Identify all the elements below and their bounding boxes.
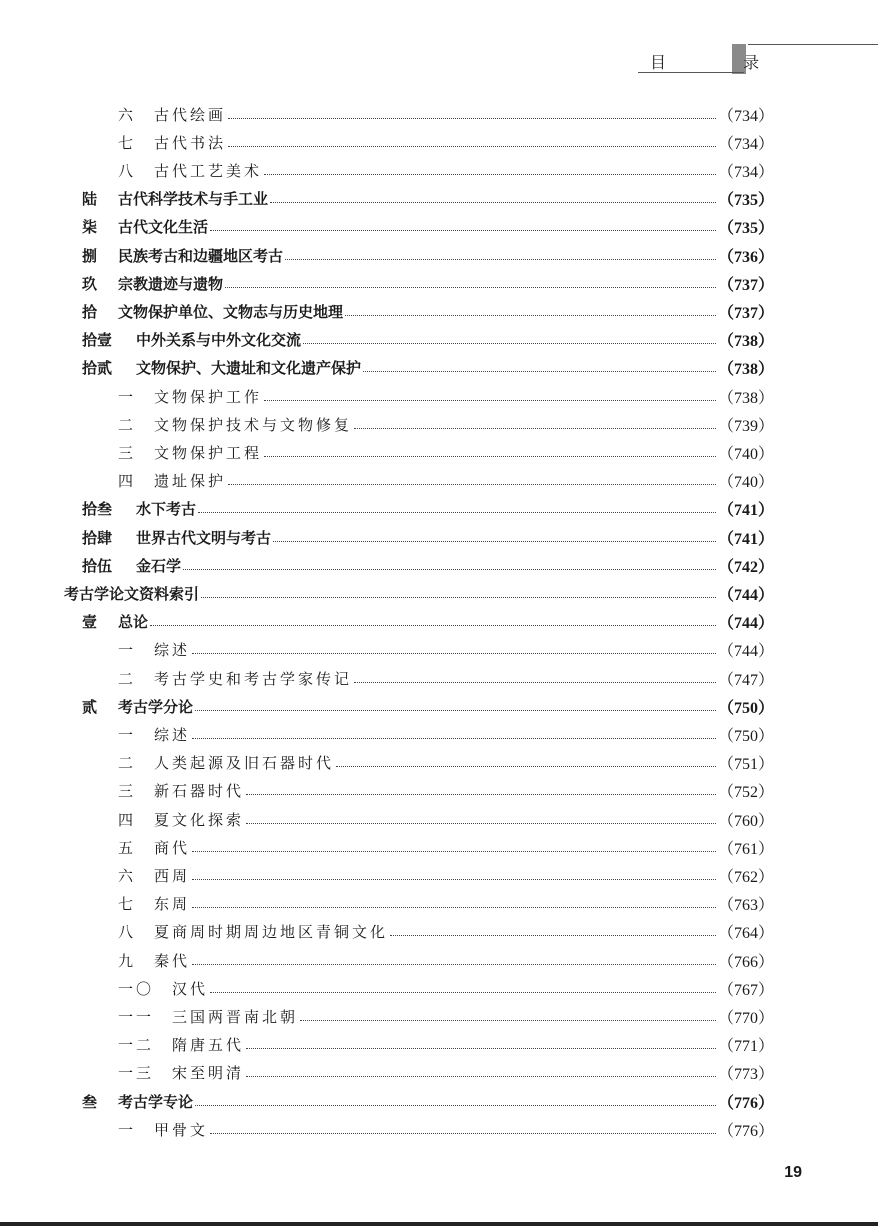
toc-entry: [82, 356, 774, 380]
toc-entry-number: 壹: [82, 613, 98, 632]
toc-entry: [118, 807, 774, 831]
leader-dots: [354, 682, 716, 683]
toc-entry-title: 宗教遗迹与遗物: [118, 274, 224, 293]
toc-entry-title: 文物保护工作: [154, 387, 263, 406]
toc-entry-title: 古代工艺美术: [154, 161, 263, 180]
leader-dots: [192, 851, 716, 852]
toc-entry-number: 贰: [82, 697, 98, 716]
toc-entry: [118, 384, 774, 408]
toc-entry-number: 一〇: [118, 979, 155, 998]
toc-entry-title: 东周: [154, 895, 191, 914]
toc-entry: [118, 130, 774, 154]
leader-dots: [192, 738, 716, 739]
toc-entry: [118, 102, 774, 126]
toc-entry-number: 拾: [82, 302, 98, 321]
bottom-edge: [0, 1222, 878, 1226]
leader-dots: [192, 879, 716, 880]
toc-entry-page: （766）: [718, 953, 775, 971]
leader-dots: [192, 653, 716, 654]
toc-entry-page: （739）: [718, 417, 775, 435]
toc-entry-title: 民族考古和边疆地区考古: [118, 246, 284, 265]
leader-dots: [198, 512, 716, 513]
toc-entry: [118, 779, 774, 803]
toc-entry-number: 一: [118, 1120, 137, 1139]
toc-entry: [82, 299, 774, 323]
toc-entry-title: 宋至明清: [172, 1064, 245, 1083]
toc-entry-number: 一一: [118, 1007, 155, 1026]
toc-entry-title: 夏文化探索: [154, 810, 245, 829]
toc-entry-page: （738）: [718, 389, 775, 407]
toc-entry-page: （761）: [718, 840, 775, 858]
leader-dots: [303, 343, 716, 344]
toc-entry-title: 商代: [154, 838, 191, 857]
toc-entry-number: 一二: [118, 1036, 155, 1055]
leader-dots: [210, 230, 716, 231]
toc-entry-number: 六: [118, 866, 137, 885]
toc-entry-title: 甲骨文: [154, 1120, 209, 1139]
toc-entry-page: （776）: [718, 1094, 775, 1112]
toc-entry-page: （776）: [718, 1122, 775, 1140]
toc-entry: [118, 158, 774, 182]
toc-entry-page: （740）: [718, 474, 775, 492]
leader-dots: [192, 907, 716, 908]
toc-entry: [118, 892, 774, 916]
toc-entry-title: 文物保护、大遗址和文化遗产保护: [136, 359, 362, 378]
toc-entry-number: 捌: [82, 246, 98, 265]
toc-entry-page: （744）: [718, 615, 775, 633]
toc-entry-page: （738）: [718, 361, 775, 379]
leader-dots: [285, 259, 716, 260]
toc-entry-page: （751）: [718, 756, 775, 774]
toc-entry-title: 世界古代文明与考古: [136, 528, 272, 547]
toc-entry-page: （744）: [718, 643, 775, 661]
leader-dots: [300, 1020, 716, 1021]
toc-entry: [118, 638, 774, 662]
toc-entry: [82, 497, 774, 521]
toc-entry-page: （735）: [718, 192, 775, 210]
toc-entry-page: （747）: [718, 671, 775, 689]
toc-entry-title: 考古学分论: [118, 697, 194, 716]
toc-entry-page: （735）: [718, 220, 775, 238]
toc-entry-page: （738）: [718, 333, 775, 351]
leader-dots: [150, 625, 716, 626]
leader-dots: [264, 174, 716, 175]
toc-entry-number: 一三: [118, 1064, 155, 1083]
leader-dots: [228, 484, 716, 485]
leader-dots: [201, 597, 716, 598]
leader-dots: [363, 371, 716, 372]
toc-entry-title: 古代文化生活: [118, 218, 209, 237]
toc-entry-number: 九: [118, 951, 137, 970]
toc-entry: [82, 553, 774, 577]
toc-entry-title: 三国两晋南北朝: [172, 1007, 299, 1026]
toc-entry: [118, 666, 774, 690]
toc-entry: [118, 1117, 774, 1141]
toc-entry-page: （770）: [718, 1009, 775, 1027]
toc-entry-page: （744）: [718, 586, 775, 604]
toc-entry-title: 金石学: [136, 556, 182, 575]
running-header-title: 目 录: [650, 53, 796, 72]
toc-entry-page: （734）: [718, 135, 775, 153]
toc-entry-title: 文物保护技术与文物修复: [154, 415, 353, 434]
toc-entry-number: 六: [118, 105, 137, 124]
toc-entry-page: （773）: [718, 1066, 775, 1084]
leader-dots: [246, 1048, 716, 1049]
leader-dots: [270, 202, 716, 203]
toc-entry-number: 四: [118, 810, 137, 829]
toc-entry-number: 拾贰: [82, 359, 113, 378]
leader-dots: [228, 146, 716, 147]
leader-dots: [246, 1076, 716, 1077]
toc-entry-number: 玖: [82, 274, 98, 293]
leader-dots: [228, 118, 716, 119]
leader-dots: [183, 569, 716, 570]
toc-entry-title: 总论: [118, 613, 149, 632]
toc-entry-number: 柒: [82, 218, 98, 237]
toc-entry: [82, 328, 774, 352]
toc-entry: [82, 215, 774, 239]
toc-entry-title: 中外关系与中外文化交流: [136, 331, 302, 350]
toc-entry: [118, 1004, 774, 1028]
toc-entry-number: 二: [118, 669, 137, 688]
toc-entry-page: （760）: [718, 812, 775, 830]
toc-entry-number: 叁: [82, 1092, 98, 1111]
toc-entry-page: （737）: [718, 304, 775, 322]
toc-entry-number: 拾肆: [82, 528, 113, 547]
toc-entry: [82, 694, 774, 718]
toc-entry-number: 七: [118, 133, 137, 152]
leader-dots: [264, 400, 716, 401]
toc-entry-page: （734）: [718, 163, 775, 181]
leader-dots: [246, 823, 716, 824]
toc-entry: [82, 525, 774, 549]
page-number: 19: [784, 1164, 802, 1181]
toc-entry: [118, 976, 774, 1000]
toc-entry-number: 一: [118, 725, 137, 744]
toc-entry-page: （736）: [718, 248, 775, 266]
toc-entry: [64, 581, 774, 605]
toc-entry-number: 二: [118, 754, 137, 773]
toc-entry-number: 拾伍: [82, 556, 113, 575]
toc-entry-title: 文物保护工程: [154, 443, 263, 462]
leader-dots: [210, 1133, 716, 1134]
toc-entry-title: 人类起源及旧石器时代: [154, 754, 335, 773]
leader-dots: [210, 992, 716, 993]
toc-entry-title: 汉代: [172, 979, 209, 998]
toc-entry-title: 遗址保护: [154, 472, 227, 491]
toc-entry-number: 拾叁: [82, 500, 113, 519]
toc-entry: [118, 920, 774, 944]
toc-entry-page: （742）: [718, 558, 775, 576]
leader-dots: [390, 935, 716, 936]
toc-entry-title: 隋唐五代: [172, 1036, 245, 1055]
toc-entry-page: （752）: [718, 784, 775, 802]
toc-entry-page: （750）: [718, 699, 775, 717]
toc-entry-page: （764）: [718, 925, 775, 943]
toc-entry-number: 七: [118, 895, 137, 914]
toc-entry-page: （734）: [718, 107, 775, 125]
toc-entry-page: （771）: [718, 1038, 775, 1056]
toc-entry-title: 古代科学技术与手工业: [118, 190, 269, 209]
toc-entry-page: （762）: [718, 868, 775, 886]
toc-entry-title: 古代绘画: [154, 105, 227, 124]
toc-entry-title: 考古学专论: [118, 1092, 194, 1111]
leader-dots: [195, 710, 716, 711]
toc-entry-number: 八: [118, 923, 137, 942]
toc-entry: [118, 1033, 774, 1057]
toc-entry-title: 西周: [154, 866, 191, 885]
toc-entry-number: 八: [118, 161, 137, 180]
toc-entry: [118, 469, 774, 493]
toc-entry: [82, 610, 774, 634]
toc-entry: [118, 751, 774, 775]
toc-entry-page: （750）: [718, 727, 775, 745]
toc-entry: [82, 243, 774, 267]
leader-dots: [192, 964, 716, 965]
toc-entry-title: 考古学论文资料索引: [64, 584, 200, 603]
toc-entry-title: 夏商周时期周边地区青铜文化: [154, 923, 389, 942]
toc-entry-title: 综述: [154, 641, 191, 660]
toc-entry-title: 古代书法: [154, 133, 227, 152]
toc-entry: [82, 187, 774, 211]
toc-entry: [118, 412, 774, 436]
leader-dots: [225, 287, 716, 288]
leader-dots: [195, 1105, 716, 1106]
leader-dots: [264, 456, 716, 457]
toc-entry-title: 考古学史和考古学家传记: [154, 669, 353, 688]
toc-entry-number: 二: [118, 415, 137, 434]
toc-entry-page: （740）: [718, 445, 775, 463]
toc-entry-page: （763）: [718, 897, 775, 915]
toc-entry: [82, 271, 774, 295]
toc-entry: [118, 722, 774, 746]
toc-entry: [118, 863, 774, 887]
toc-entry-number: 四: [118, 472, 137, 491]
toc-entry: [118, 1061, 774, 1085]
toc-entry-page: （741）: [718, 530, 775, 548]
toc-entry-number: 三: [118, 443, 137, 462]
toc-entry-number: 五: [118, 838, 137, 857]
toc-entry-title: 水下考古: [136, 500, 197, 519]
leader-dots: [273, 541, 716, 542]
toc-entry-page: （737）: [718, 276, 775, 294]
toc-entry-title: 新石器时代: [154, 782, 245, 801]
toc-entry-title: 秦代: [154, 951, 191, 970]
toc-entry-title: 文物保护单位、文物志与历史地理: [118, 302, 344, 321]
toc-entry-title: 综述: [154, 725, 191, 744]
toc-entry: [118, 948, 774, 972]
toc-entry-page: （767）: [718, 981, 775, 999]
toc-entry-number: 拾壹: [82, 331, 113, 350]
toc-entry-number: 三: [118, 782, 137, 801]
leader-dots: [345, 315, 716, 316]
leader-dots: [336, 766, 716, 767]
toc-entry-number: 陆: [82, 190, 98, 209]
leader-dots: [354, 428, 716, 429]
toc-entry: [118, 835, 774, 859]
toc-entry-page: （741）: [718, 502, 775, 520]
header-rule-top: [748, 44, 878, 45]
toc-entry-number: 一: [118, 641, 137, 660]
toc-entry: [82, 1089, 774, 1113]
toc-entry-number: 一: [118, 387, 137, 406]
leader-dots: [246, 794, 716, 795]
toc-entry: [118, 440, 774, 464]
